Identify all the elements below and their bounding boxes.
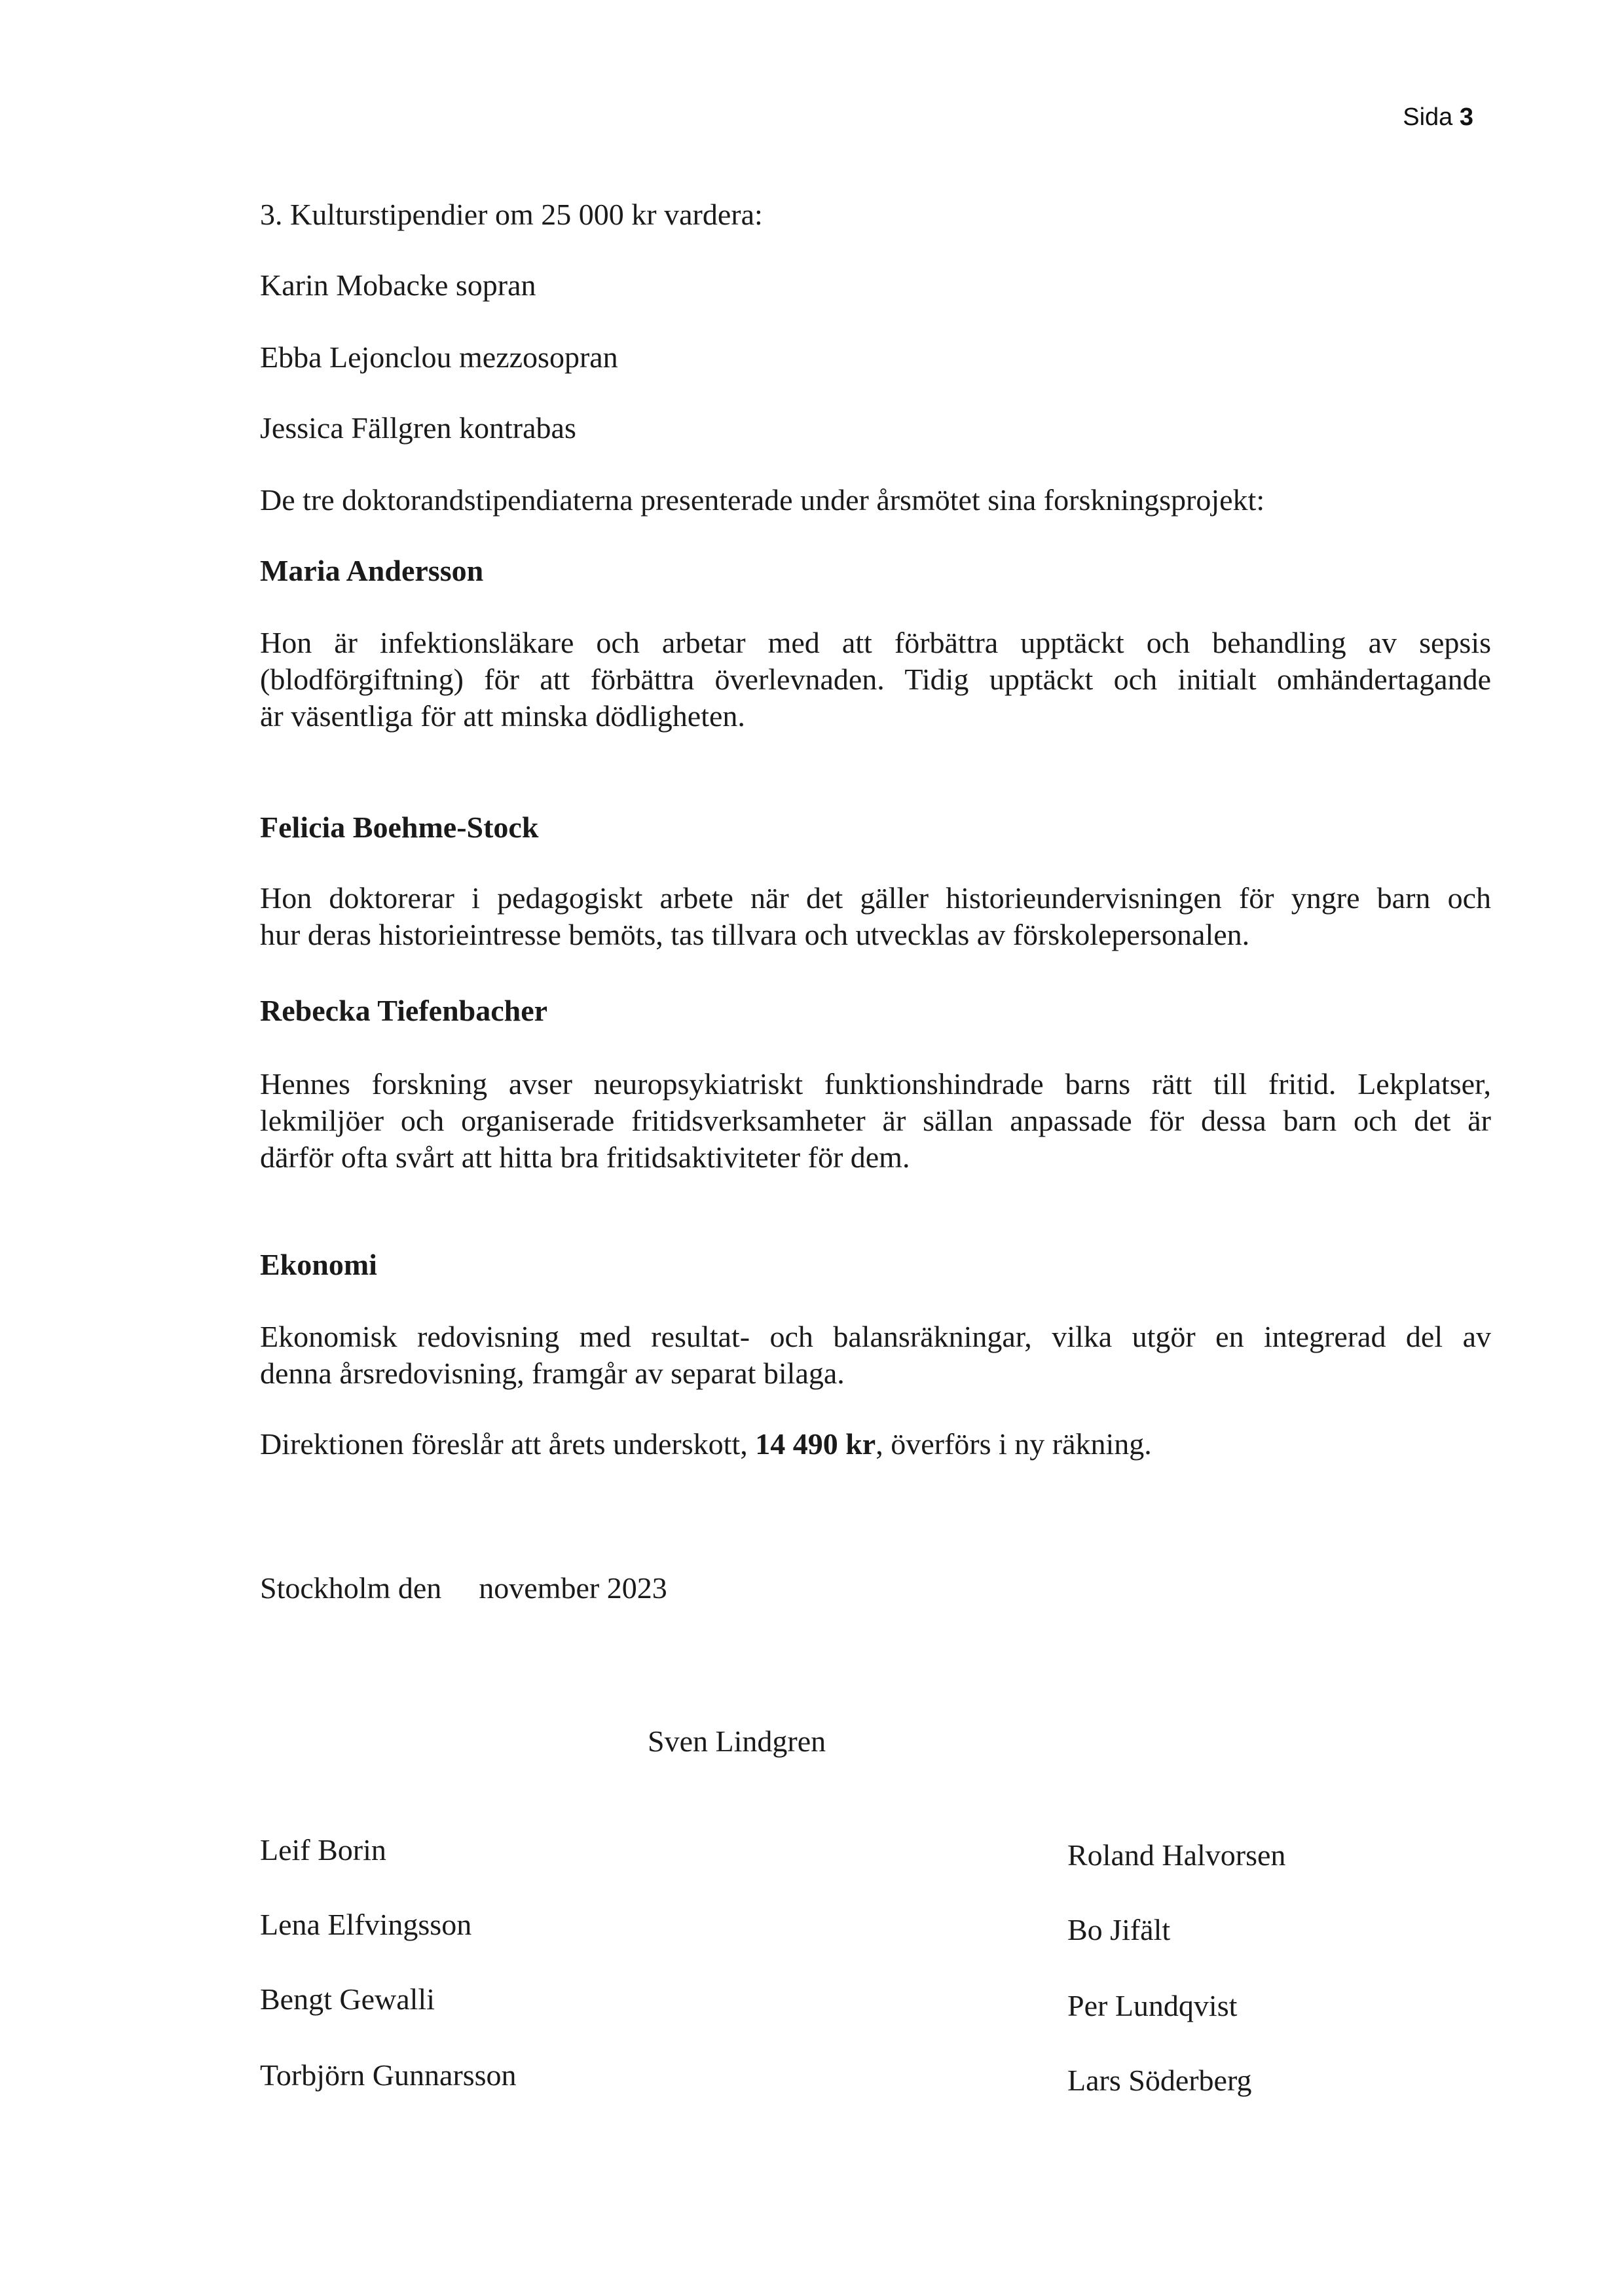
recipient-2: Ebba Lejonclou mezzosopran	[260, 340, 618, 374]
recipient-3: Jessica Fällgren kontrabas	[260, 411, 576, 445]
researcher-2-line-2: hur deras historieintresse bemöts, tas tillvara och utvecklas av förskolepersonalen.	[260, 918, 1250, 951]
deficit-amount: 14 490 kr	[755, 1427, 876, 1461]
place-and-date	[260, 1570, 667, 1607]
economy-proposal	[260, 1426, 1152, 1463]
researcher-description-3	[260, 1066, 1491, 1176]
researcher-3-line-3: därför ofta svårt att hitta bra fritidsaktiviteter för dem.	[260, 1140, 910, 1174]
researcher-1-line-3: är väsentliga för att minska dödligheten.	[260, 699, 745, 733]
researcher-name-1: Maria Andersson	[260, 554, 484, 587]
researcher-1-line-1: Hon är infektionsläkare och arbetar med att förbättra upptäckt och behandling av sepsis	[260, 626, 1491, 659]
signatory-left-1: Leif Borin	[260, 1833, 386, 1867]
signatory-right-4: Lars Söderberg	[1067, 2064, 1252, 2097]
page-label: Sida	[1403, 103, 1453, 131]
researcher-3-line-2: lekmiljöer och organiserade fritidsverksamheter är sällan anpassade för dessa barn och det är	[260, 1104, 1491, 1137]
signatory-left-3: Bengt Gewalli	[260, 1982, 435, 2016]
signatory-right-3: Per Lundqvist	[1067, 1989, 1238, 2022]
economy-description	[260, 1319, 1491, 1392]
doctoral-intro: De tre doktorandstipendiaterna presenterade under årsmötet sina forskningsprojekt:	[260, 483, 1265, 517]
researcher-3-line-1: Hennes forskning avser neuropsykiatriskt funktionshindrade barns rätt till fritid. Lekplatser,	[260, 1067, 1491, 1101]
economy-line-1: Ekonomisk redovisning med resultat- och balansräkningar, vilka utgör en integrerad del av	[260, 1320, 1491, 1353]
researcher-2-line-1: Hon doktorerar i pedagogiskt arbete när det gäller historieundervisningen för yngre barn och	[260, 881, 1491, 915]
signatory-right-2: Bo Jifält	[1067, 1913, 1171, 1946]
place: Stockholm den	[260, 1571, 442, 1605]
signatory-chair: Sven Lindgren	[648, 1724, 826, 1758]
signatory-left-4: Torbjörn Gunnarsson	[260, 2058, 517, 2092]
signatory-left-2: Lena Elfvingsson	[260, 1908, 472, 1941]
researcher-name-3: Rebecka Tiefenbacher	[260, 994, 548, 1027]
recipient-1: Karin Mobacke sopran	[260, 268, 536, 302]
proposal-text-before: Direktionen föreslår att årets underskott,	[260, 1427, 756, 1461]
stipends-intro: 3. Kulturstipendier om 25 000 kr vardera:	[260, 198, 763, 231]
proposal-text-after: , överförs i ny räkning.	[876, 1427, 1152, 1461]
researcher-description-2	[260, 880, 1491, 953]
researcher-name-2: Felicia Boehme-Stock	[260, 811, 539, 844]
page-number	[1403, 103, 1473, 132]
economy-line-2: denna årsredovisning, framgår av separat bilaga.	[260, 1357, 845, 1390]
researcher-1-line-2: (blodförgiftning) för att förbättra överlevnaden. Tidig upptäckt och initialt omhändertagande	[260, 663, 1491, 696]
researcher-description-1	[260, 625, 1491, 735]
date: november 2023	[479, 1571, 667, 1605]
page-number-value: 3	[1459, 103, 1473, 131]
signatory-right-1: Roland Halvorsen	[1067, 1838, 1286, 1872]
economy-heading: Ekonomi	[260, 1248, 377, 1281]
